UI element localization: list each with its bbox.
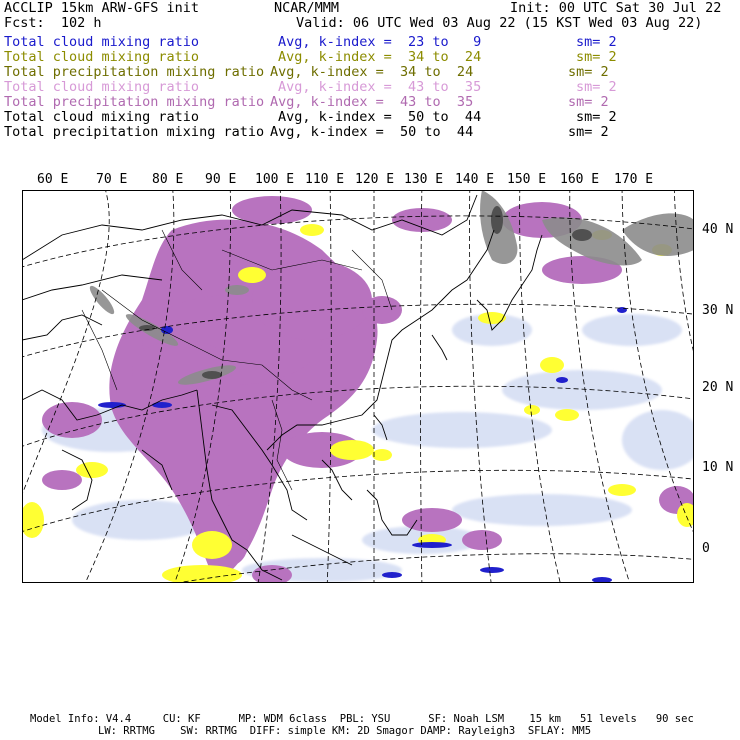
field-sm-3: sm= 2: [568, 64, 609, 80]
lat-label: 30 N: [702, 303, 734, 318]
lon-label: 90 E: [205, 172, 237, 187]
lon-label: 170 E: [614, 172, 654, 187]
field-avg-2: Avg, k-index = 34 to 24: [278, 49, 482, 65]
lon-label: 60 E: [37, 172, 69, 187]
model-title: ACCLIP 15km ARW-GFS init: [4, 0, 200, 16]
field-name-6: Total cloud mixing ratio: [4, 109, 200, 125]
lat-label: 20 N: [702, 380, 734, 395]
lon-label: 140 E: [455, 172, 495, 187]
field-name-5: Total precipitation mixing ratio: [4, 94, 265, 110]
field-sm-2: sm= 2: [576, 49, 617, 65]
field-name-7: Total precipitation mixing ratio: [4, 124, 265, 140]
lon-label: 120 E: [355, 172, 395, 187]
field-avg-3: Avg, k-index = 34 to 24: [270, 64, 474, 80]
field-name-2: Total cloud mixing ratio: [4, 49, 200, 65]
org-label: NCAR/MMM: [274, 0, 340, 16]
lon-label: 80 E: [152, 172, 184, 187]
field-sm-5: sm= 2: [568, 94, 609, 110]
lon-label: 160 E: [560, 172, 600, 187]
field-avg-6: Avg, k-index = 50 to 44: [278, 109, 482, 125]
lat-label: 40 N: [702, 222, 734, 237]
field-avg-1: Avg, k-index = 23 to 9: [278, 34, 482, 50]
lon-label: 100 E: [255, 172, 295, 187]
init-time: Init: 00 UTC Sat 30 Jul 22: [510, 0, 722, 16]
field-name-1: Total cloud mixing ratio: [4, 34, 200, 50]
field-avg-5: Avg, k-index = 43 to 35: [270, 94, 474, 110]
field-sm-4: sm= 2: [576, 79, 617, 95]
field-sm-7: sm= 2: [568, 124, 609, 140]
field-avg-7: Avg, k-index = 50 to 44: [270, 124, 474, 140]
field-name-4: Total cloud mixing ratio: [4, 79, 200, 95]
valid-time: Valid: 06 UTC Wed 03 Aug 22 (15 KST Wed 03 Aug 22): [296, 15, 703, 31]
forecast-hour: Fcst: 102 h: [4, 15, 102, 31]
field-sm-6: sm= 2: [576, 109, 617, 125]
map-panel: [22, 190, 694, 583]
lon-label: 70 E: [96, 172, 128, 187]
lon-label: 110 E: [305, 172, 345, 187]
model-info-line1: Model Info: V4.4 CU: KF MP: WDM 6class PBL: YSU SF: Noah LSM 15 km 51 levels 90 sec: [30, 713, 694, 725]
lat-label: 10 N: [702, 460, 734, 475]
field-sm-1: sm= 2: [576, 34, 617, 50]
lon-label: 130 E: [404, 172, 444, 187]
model-info-line2: LW: RRTMG SW: RRTMG DIFF: simple KM: 2D Smagor DAMP: Rayleigh3 SFLAY: MM5: [98, 725, 592, 737]
lon-label: 150 E: [507, 172, 547, 187]
lat-label: 0: [702, 541, 710, 556]
field-avg-4: Avg, k-index = 43 to 35: [278, 79, 482, 95]
field-name-3: Total precipitation mixing ratio: [4, 64, 265, 80]
